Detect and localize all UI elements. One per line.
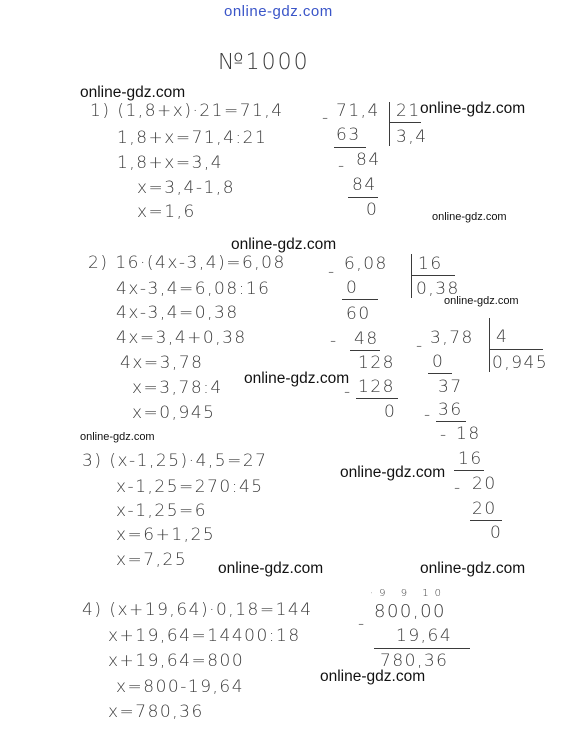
minus-sign: -: [328, 262, 336, 282]
equation-line: x=3,4-1,8: [137, 178, 236, 198]
page-title: №1000: [218, 50, 310, 75]
division-divisor: 4: [496, 327, 509, 347]
equation-line: 4x=3,78: [120, 353, 204, 373]
equation-line: x=0,945: [132, 403, 216, 423]
equation-line: x=1,6: [137, 202, 196, 222]
division-quotient: 0,945: [492, 353, 549, 373]
division-quotient: 0,38: [416, 279, 460, 299]
watermark: online-gdz.com: [80, 84, 186, 101]
subtraction-result: 780,36: [380, 651, 449, 671]
division-rule: [470, 520, 502, 521]
division-step: 20: [472, 499, 497, 519]
subtraction-minuend: 800,00: [374, 601, 446, 622]
minus-sign: -: [322, 108, 330, 128]
watermark: online-gdz.com: [420, 560, 526, 577]
division-step: 48: [354, 329, 379, 349]
division-rule: [342, 299, 378, 300]
watermark: online-gdz.com: [218, 560, 324, 577]
division-step: 84: [356, 150, 381, 170]
subtraction-subtrahend: 19,64: [396, 626, 453, 646]
division-step: 37: [438, 377, 463, 397]
equation-line: 1,8+x=3,4: [117, 153, 224, 173]
equation-line: x=6+1,25: [116, 525, 216, 545]
division-step: 20: [472, 474, 497, 494]
division-dividend: 3,78: [430, 328, 474, 348]
equation-line: x=780,36: [108, 702, 204, 722]
division-quotient: 3,4: [396, 127, 428, 147]
watermark: online-gdz.com: [340, 464, 446, 481]
equation-line: 4x-3,4=6,08:16: [116, 279, 271, 299]
equation-line: x+19,64=800: [108, 651, 245, 671]
equation-line: x=3,78:4: [132, 378, 223, 398]
division-remainder: 0: [384, 402, 397, 422]
watermark: online-gdz.com: [432, 211, 507, 223]
division-rule: [348, 197, 378, 198]
watermark: online-gdz.com: [444, 295, 519, 307]
division-rule: [334, 147, 366, 148]
division-step: 60: [346, 304, 371, 324]
equation-line: 1) (1,8+x)·21=71,4: [90, 101, 284, 121]
division-divisor: 21: [396, 101, 421, 121]
equation-line: x=7,25: [116, 550, 188, 570]
division-rule: [454, 470, 484, 471]
equation-line: x=800-19,64: [116, 677, 245, 697]
division-step: 128: [358, 377, 395, 397]
division-step: 128: [358, 353, 395, 373]
minus-sign: -: [454, 478, 462, 498]
division-step: 18: [456, 424, 481, 444]
division-rule: [428, 373, 452, 374]
division-step: 36: [438, 400, 463, 420]
watermark: online-gdz.com: [80, 431, 155, 443]
division-remainder: 0: [490, 523, 503, 543]
division-dividend: 71,4: [336, 101, 380, 121]
watermark-top: online-gdz.com: [224, 3, 333, 20]
division-step: 0: [432, 352, 445, 372]
equation-line: 4) (x+19,64)·0,18=144: [82, 600, 313, 620]
division-bracket: [489, 318, 490, 372]
minus-sign: -: [424, 405, 432, 425]
division-remainder: 0: [366, 200, 379, 220]
minus-sign: -: [416, 336, 424, 356]
equation-line: x+19,64=14400:18: [108, 626, 301, 646]
equation-line: 3) (x-1,25)·4,5=27: [82, 451, 268, 471]
division-bracket: [389, 122, 421, 123]
equation-line: 1,8+x=71,4:21: [117, 128, 268, 148]
watermark: online-gdz.com: [320, 668, 426, 685]
division-divisor: 16: [418, 254, 443, 274]
equation-line: 4x-3,4=0,38: [116, 303, 239, 323]
division-step: 84: [352, 175, 377, 195]
equation-line: x-1,25=6: [116, 501, 208, 521]
division-rule: [350, 350, 380, 351]
minus-sign: -: [330, 331, 338, 351]
division-bracket: [411, 275, 455, 276]
division-rule: [436, 421, 466, 422]
division-step: 63: [336, 125, 361, 145]
division-step: 0: [346, 278, 359, 298]
carry-digits: ·9 9 10: [370, 588, 447, 599]
watermark: online-gdz.com: [244, 370, 350, 387]
division-bracket: [411, 254, 412, 298]
minus-sign: -: [358, 614, 366, 634]
division-bracket: [389, 102, 390, 146]
watermark: online-gdz.com: [420, 100, 526, 117]
equation-line: 2) 16·(4x-3,4)=6,08: [88, 253, 286, 273]
subtraction-rule: [374, 648, 470, 649]
division-bracket: [489, 349, 543, 350]
minus-sign: -: [440, 425, 448, 445]
minus-sign: -: [338, 156, 346, 176]
minus-sign: -: [344, 382, 352, 402]
equation-line: 4x=3,4+0,38: [116, 328, 247, 348]
division-rule: [356, 398, 398, 399]
division-dividend: 6,08: [344, 254, 388, 274]
equation-line: x-1,25=270:45: [116, 477, 264, 497]
watermark: online-gdz.com: [231, 236, 337, 253]
division-step: 16: [458, 449, 483, 469]
